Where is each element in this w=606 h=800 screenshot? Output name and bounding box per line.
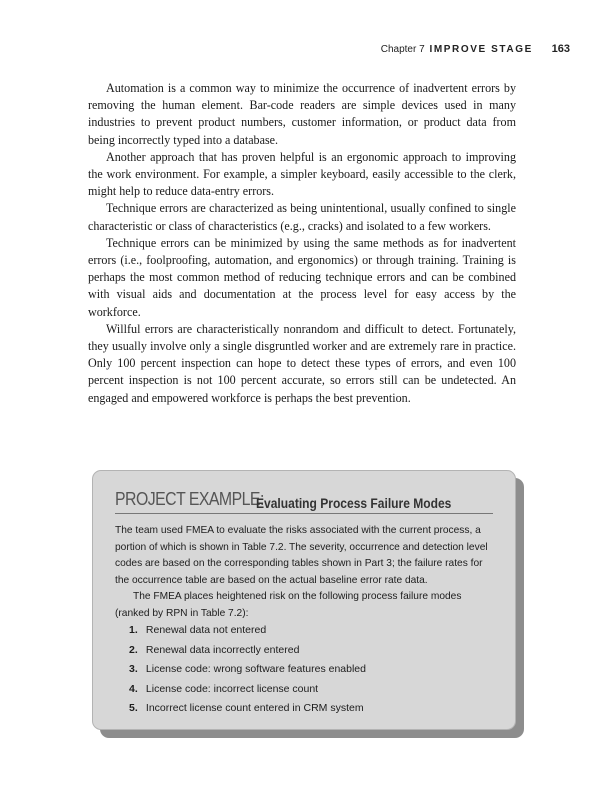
list-item — [129, 680, 366, 700]
page-number: 163 — [551, 43, 570, 55]
paragraph: Another approach that has proven helpful is an ergonomic approach to improving the work environment. For example, a simpler keyboard, easily accessible to the clerk, might help to reduce data-entry errors. — [88, 149, 516, 199]
list-item — [129, 641, 366, 661]
list-number: 1. — [129, 624, 138, 636]
project-example-box — [92, 470, 516, 730]
list-item — [129, 660, 366, 680]
paragraph: Willful errors are characteristically nonrandom and difficult to detect. Fortunately, they usually involve only a single disgruntled worker and are extremely rare in practice. Only 100 percent inspection can hope to detect these types of errors, and even 100 percent inspection is not 100 percent accurate, so errors still can be undetected. An engaged and empowered workforce is perhaps the best prevention. — [88, 321, 516, 405]
list-text: Incorrect license count entered in CRM system — [145, 702, 364, 714]
project-example-heading: Evaluating Process Failure Modes — [256, 495, 452, 511]
list-item — [129, 699, 366, 719]
project-example-title — [115, 489, 493, 514]
list-number: 4. — [129, 682, 138, 695]
body-text — [88, 80, 516, 407]
list-text: Renewal data incorrectly entered — [145, 643, 300, 656]
running-head — [381, 43, 570, 55]
list-item — [129, 621, 366, 641]
list-text: License code: wrong software features enabled — [145, 663, 366, 675]
box-paragraph: The team used FMEA to evaluate the risks associated with the current process, a portion of which is shown in Table 7.2. The severity, occurrence and detection level codes are based on the corresponding tables shown in Part 3; the failure rates for the occurrence table are based on the actual baseline error rate data. — [115, 525, 488, 586]
box-paragraph: The FMEA places heightened risk on the following process failure modes (ranked by RPN in Table 7.2): — [115, 591, 462, 619]
list-text: License code: incorrect license count — [145, 682, 319, 695]
list-number: 3. — [129, 663, 138, 675]
list-number: 2. — [129, 643, 138, 656]
project-example-label: PROJECT EXAMPLE: — [115, 489, 264, 509]
paragraph: Technique errors can be minimized by using the same methods as for inadvertent errors (i.e., foolproofing, automation, and ergonomics) or through training. Training is perhaps the most common method of reducing technique errors and can be combined with visual aids and documentation at the process level for easy access by the workforce. — [88, 235, 516, 319]
paragraph: Technique errors are characterized as being unintentional, usually confined to single characteristic or class of characteristics (e.g., cracks) and isolated to a few workers. — [88, 201, 516, 233]
list-text: Renewal data not entered — [145, 624, 267, 636]
failure-mode-list — [129, 621, 366, 719]
chapter-label: Chapter 7 — [380, 44, 425, 55]
paragraph: Automation is a common way to minimize the occurrence of inadvertent errors by removing the human element. Bar-code readers are simple devices used in many industries to prevent product numbers, customer information, or product data from being incorrectly typed into a database. — [88, 81, 516, 147]
chapter-title: IMPROVE STAGE — [429, 44, 533, 55]
project-example-text — [115, 523, 495, 622]
list-number: 5. — [129, 702, 138, 714]
